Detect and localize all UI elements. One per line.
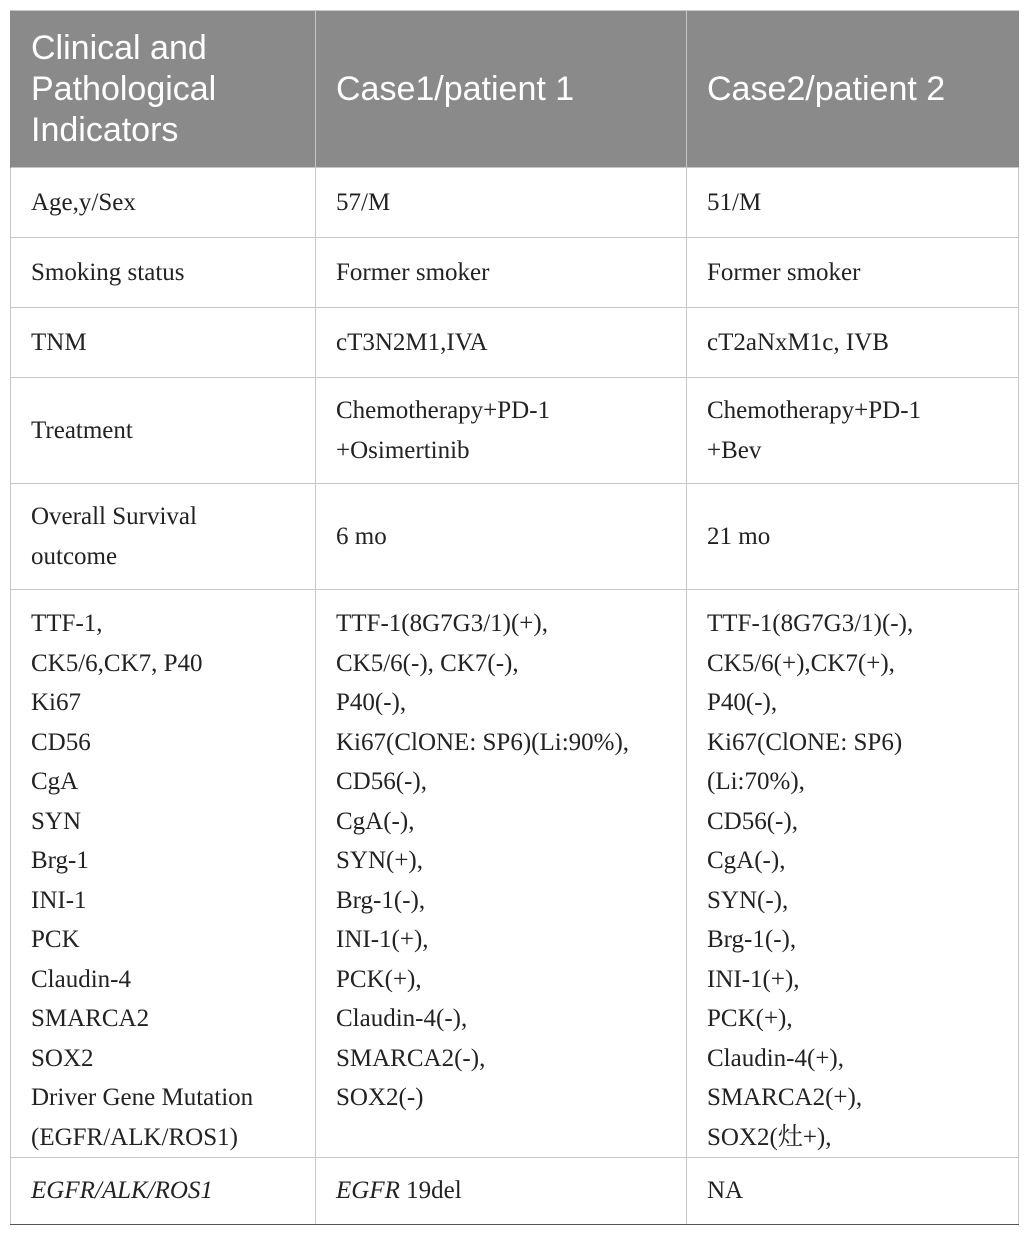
case1-marker-line: INI-1(+), <box>336 926 429 953</box>
case2-marker-line: CD56(-), <box>707 807 798 835</box>
row-label: TNM <box>11 308 316 378</box>
marker-label-line: Ki67 <box>31 689 81 716</box>
case1-marker-line: CK5/6(-), CK7(-), <box>336 649 519 677</box>
case2-marker-line: P40(-), <box>707 689 778 716</box>
case2-marker-line: SYN(-), <box>707 886 789 914</box>
case2-value: 51/M <box>687 168 1019 238</box>
case2-value: cT2aNxM1c, IVB <box>687 308 1019 378</box>
header-indicators-line: Clinical and <box>31 28 207 67</box>
row-label: Age,y/Sex <box>11 168 316 238</box>
case1-marker-line: Ki67(ClONE: SP6)(Li:90%), <box>336 728 630 756</box>
case2-value: Former smoker <box>687 238 1019 308</box>
row-label: Treatment <box>11 378 316 484</box>
header-indicators <box>11 11 316 168</box>
case2-line: +Bev <box>707 436 762 464</box>
case1-marker-line: CD56(-), <box>336 768 427 795</box>
marker-label-line: CD56 <box>31 728 91 756</box>
case2-marker-line: CgA(-), <box>707 847 786 874</box>
case2-marker-line: CK5/6(+),CK7(+), <box>707 649 895 677</box>
marker-label-line: Brg-1 <box>31 847 89 874</box>
table-row-markers <box>11 590 1019 1158</box>
case2-value: 21 mo <box>687 484 1019 590</box>
case1-value <box>316 378 687 484</box>
case1-value: Former smoker <box>316 238 687 308</box>
case2-marker-line: SOX2(灶+), <box>707 1123 832 1151</box>
case1-value <box>316 590 687 1158</box>
marker-label-line: Claudin-4 <box>31 965 131 993</box>
case2-value <box>687 590 1019 1158</box>
table-row-smoking <box>11 238 1019 308</box>
case1-marker-line: SMARCA2(-), <box>336 1044 486 1072</box>
table-row-survival <box>11 484 1019 590</box>
case1-marker-line: Brg-1(-), <box>336 886 426 914</box>
row-label: Smoking status <box>11 238 316 308</box>
row-label-line: Overall Survival <box>31 503 197 530</box>
case1-value: 6 mo <box>316 484 687 590</box>
case2-marker-line: INI-1(+), <box>707 965 800 993</box>
marker-label-line: INI-1 <box>31 886 87 914</box>
case2-value <box>687 378 1019 484</box>
header-indicators-line: Indicators <box>31 110 179 149</box>
table-row-treatment <box>11 378 1019 484</box>
case2-marker-line: TTF-1(8G7G3/1)(-), <box>707 610 914 637</box>
mutation-detail: 19del <box>399 1177 462 1205</box>
case2-marker-line: (Li:70%), <box>707 768 805 795</box>
row-label-line: outcome <box>31 542 118 570</box>
marker-label-line: CK5/6,CK7, P40 <box>31 649 203 677</box>
case2-marker-line: Claudin-4(+), <box>707 1044 844 1072</box>
case1-value: cT3N2M1,IVA <box>316 308 687 378</box>
marker-label-line: SYN <box>31 807 82 835</box>
header-case1: Case1/patient 1 <box>316 11 687 168</box>
case1-marker-line: PCK(+), <box>336 965 422 993</box>
case2-marker-line: SMARCA2(+), <box>707 1084 863 1111</box>
case2-value: NA <box>687 1158 1019 1225</box>
header-indicators-line: Pathological <box>31 69 217 108</box>
marker-label-line: SOX2 <box>31 1044 94 1072</box>
marker-label-line: Driver Gene Mutation <box>31 1084 254 1111</box>
case2-marker-line: Brg-1(-), <box>707 926 797 953</box>
header-case2: Case2/patient 2 <box>687 11 1019 168</box>
case2-marker-line: PCK(+), <box>707 1005 793 1032</box>
case1-marker-line: Claudin-4(-), <box>336 1005 468 1032</box>
case1-marker-line: SYN(+), <box>336 847 424 874</box>
case2-marker-line: Ki67(ClONE: SP6) <box>707 728 903 756</box>
gene-name: EGFR <box>336 1177 400 1205</box>
case1-marker-line: P40(-), <box>336 689 407 716</box>
clinical-table <box>10 10 1019 1225</box>
table-row-age <box>11 168 1019 238</box>
marker-label-line: CgA <box>31 768 79 795</box>
case2-line: Chemotherapy+PD-1 <box>707 397 922 424</box>
marker-label-line: (EGFR/ALK/ROS1) <box>31 1123 238 1151</box>
case1-marker-line: SOX2(-) <box>336 1084 424 1111</box>
table-row-mutation <box>11 1158 1019 1225</box>
case1-marker-line: CgA(-), <box>336 807 415 835</box>
row-label <box>11 590 316 1158</box>
marker-label-line: SMARCA2 <box>31 1005 150 1032</box>
row-label: EGFR/ALK/ROS1 <box>11 1158 316 1225</box>
case1-line: Chemotherapy+PD-1 <box>336 397 551 424</box>
case1-value <box>316 1158 687 1225</box>
case1-line: +Osimertinib <box>336 436 470 464</box>
case1-value: 57/M <box>316 168 687 238</box>
header-row <box>11 11 1019 168</box>
table-row-tnm <box>11 308 1019 378</box>
row-label <box>11 484 316 590</box>
marker-label-line: PCK <box>31 926 80 953</box>
marker-label-line: TTF-1, <box>31 610 103 637</box>
case1-marker-line: TTF-1(8G7G3/1)(+), <box>336 610 548 637</box>
